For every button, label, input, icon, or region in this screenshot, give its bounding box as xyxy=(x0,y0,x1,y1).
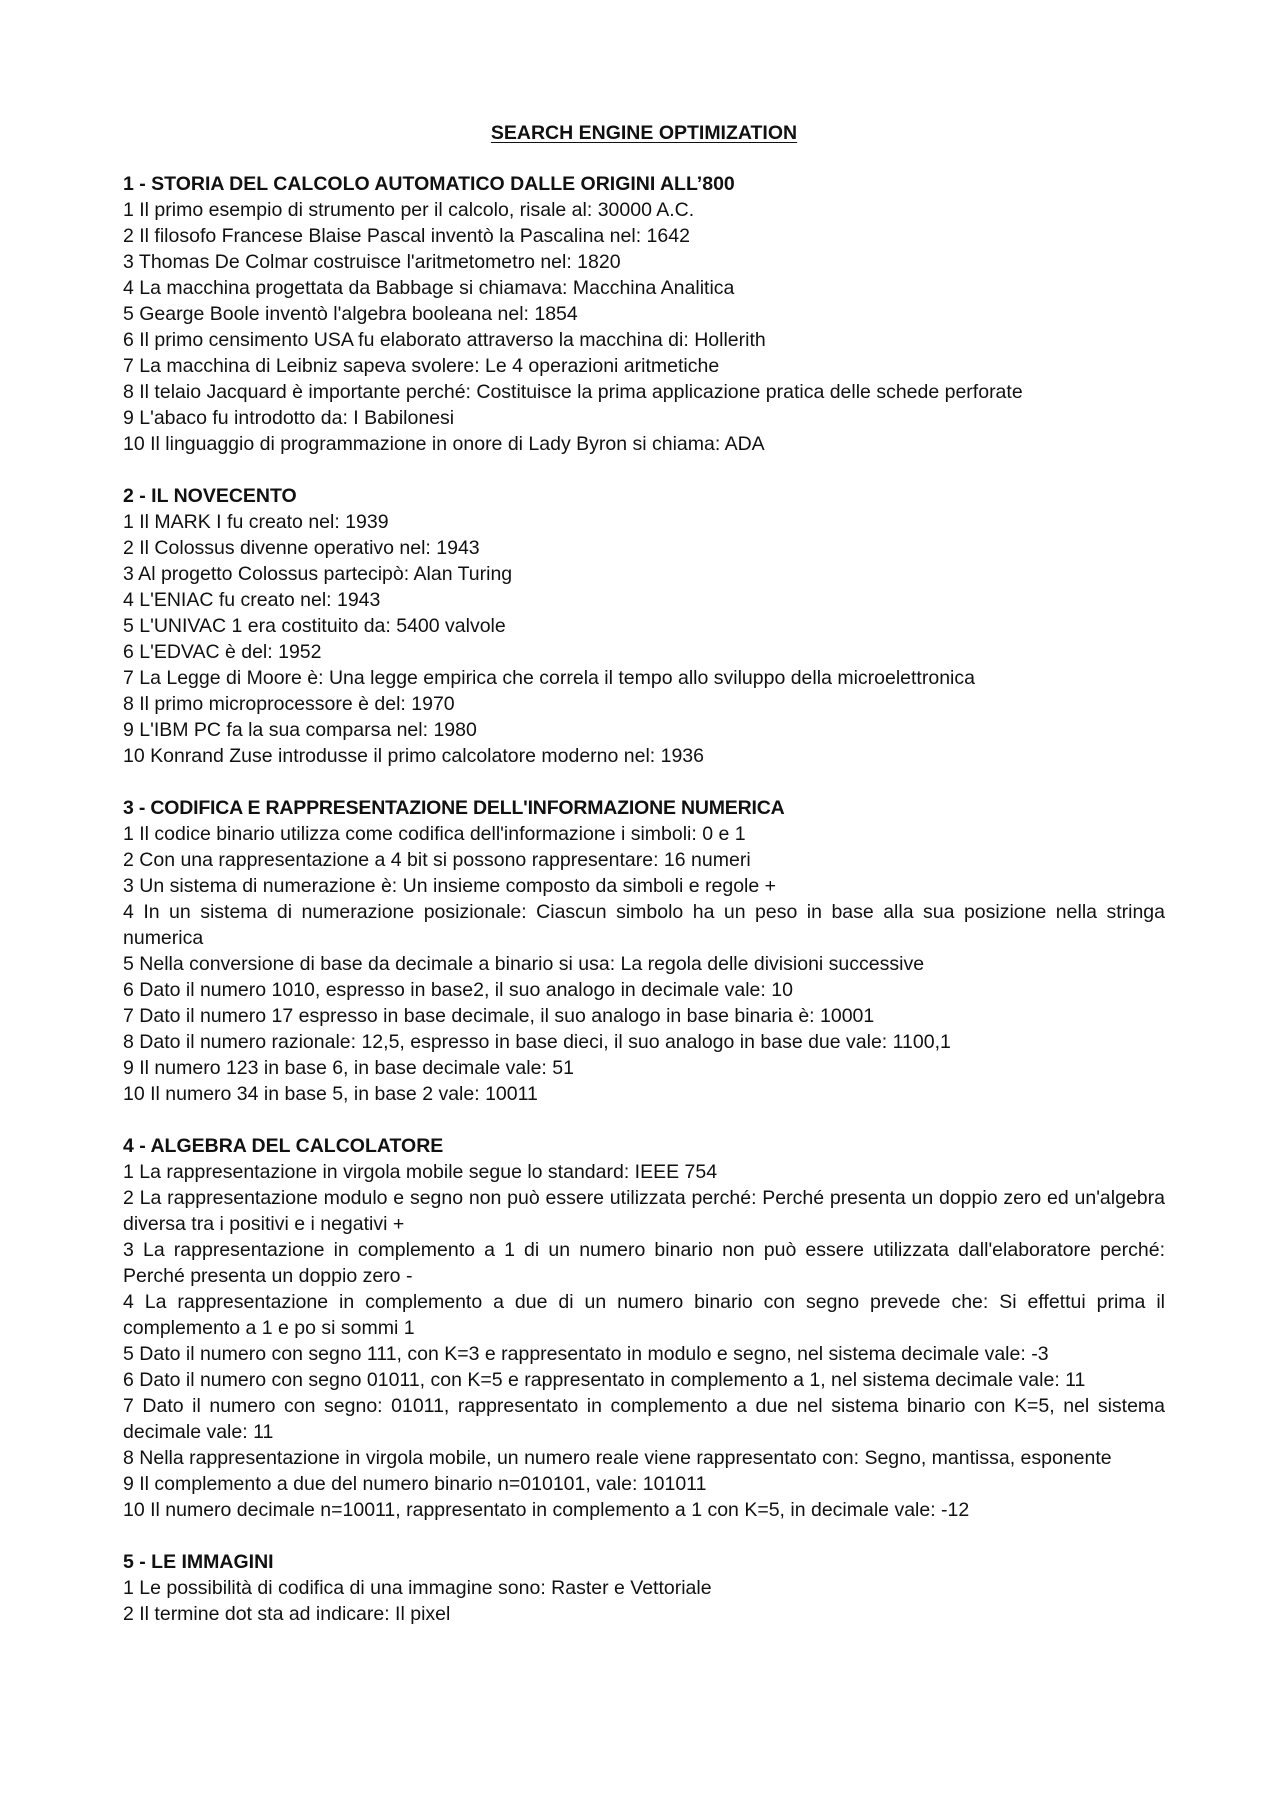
question-list xyxy=(123,821,1165,1107)
question-item: 4 L'ENIAC fu creato nel: 1943 xyxy=(123,589,381,611)
question-list xyxy=(123,509,1165,769)
question-item: 4 La rappresentazione in complemento a due di un numero binario con segno prevede che: Si effettui prima il complemento a 1 e po si sommi 1 xyxy=(123,1291,1165,1339)
question-item: 10 Il numero 34 in base 5, in base 2 vale: 10011 xyxy=(123,1083,538,1105)
question-item: 2 Il filosofo Francese Blaise Pascal inventò la Pascalina nel: 1642 xyxy=(123,225,690,247)
question-item: 5 Gearge Boole inventò l'algebra booleana nel: 1854 xyxy=(123,303,578,325)
question-item: 5 Nella conversione di base da decimale a binario si usa: La regola delle divisioni successive xyxy=(123,953,925,975)
section-immagini xyxy=(123,1549,1165,1627)
question-item: 9 Il complemento a due del numero binario n=010101, vale: 101011 xyxy=(123,1473,707,1495)
section-storia-calcolo xyxy=(123,171,1165,457)
question-item: 7 La Legge di Moore è: Una legge empirica che correla il tempo allo sviluppo della microelettronica xyxy=(123,667,975,689)
question-item: 1 Il codice binario utilizza come codifica dell'informazione i simboli: 0 e 1 xyxy=(123,823,746,845)
section-title: 2 - IL NOVECENTO xyxy=(123,485,297,507)
question-item: 8 Dato il numero razionale: 12,5, espresso in base dieci, il suo analogo in base due vale: 1100,1 xyxy=(123,1031,951,1053)
question-item: 8 Nella rappresentazione in virgola mobile, un numero reale viene rappresentato con: Segno, mantissa, esponente xyxy=(123,1447,1112,1469)
question-item: 6 Il primo censimento USA fu elaborato attraverso la macchina di: Hollerith xyxy=(123,329,766,351)
question-item: 1 Il primo esempio di strumento per il calcolo, risale al: 30000 A.C. xyxy=(123,199,695,221)
section-title: 4 - ALGEBRA DEL CALCOLATORE xyxy=(123,1135,444,1157)
question-item: 10 Konrand Zuse introdusse il primo calcolatore moderno nel: 1936 xyxy=(123,745,705,767)
question-item: 2 Il Colossus divenne operativo nel: 1943 xyxy=(123,537,480,559)
document-title: SEARCH ENGINE OPTIMIZATION xyxy=(490,122,798,144)
question-item: 10 Il linguaggio di programmazione in onore di Lady Byron si chiama: ADA xyxy=(123,433,765,455)
question-item: 4 La macchina progettata da Babbage si chiamava: Macchina Analitica xyxy=(123,277,735,299)
question-list xyxy=(123,1159,1165,1523)
section-novecento xyxy=(123,483,1165,769)
question-item: 9 L'abaco fu introdotto da: I Babilonesi xyxy=(123,407,455,429)
question-item: 2 Il termine dot sta ad indicare: Il pixel xyxy=(123,1603,451,1625)
question-item: 1 Il MARK I fu creato nel: 1939 xyxy=(123,511,389,533)
question-item: 6 L'EDVAC è del: 1952 xyxy=(123,641,322,663)
question-item: 1 Le possibilità di codifica di una immagine sono: Raster e Vettoriale xyxy=(123,1577,712,1599)
question-item: 6 Dato il numero 1010, espresso in base2, il suo analogo in decimale vale: 10 xyxy=(123,979,793,1001)
section-algebra xyxy=(123,1133,1165,1523)
question-item: 3 Thomas De Colmar costruisce l'aritmetometro nel: 1820 xyxy=(123,251,621,273)
question-item: 9 L'IBM PC fa la sua comparsa nel: 1980 xyxy=(123,719,477,741)
section-codifica xyxy=(123,795,1165,1107)
question-item: 10 Il numero decimale n=10011, rappresentato in complemento a 1 con K=5, in decimale vale: -12 xyxy=(123,1499,970,1521)
question-item: 9 Il numero 123 in base 6, in base decimale vale: 51 xyxy=(123,1057,574,1079)
question-item: 3 La rappresentazione in complemento a 1 di un numero binario non può essere utilizzata dall'elaboratore perché: Perché presenta un doppio zero - xyxy=(123,1239,1165,1287)
section-title: 5 - LE IMMAGINI xyxy=(123,1551,274,1573)
question-item: 2 Con una rappresentazione a 4 bit si possono rappresentare: 16 numeri xyxy=(123,849,751,871)
question-item: 5 Dato il numero con segno 111, con K=3 e rappresentato in modulo e segno, nel sistema decimale vale: -3 xyxy=(123,1343,1049,1365)
question-item: 8 Il primo microprocessore è del: 1970 xyxy=(123,693,455,715)
question-item: 7 Dato il numero con segno: 01011, rappresentato in complemento a due nel sistema binario con K=5, nel sistema decimale vale: 11 xyxy=(123,1395,1165,1443)
question-item: 2 La rappresentazione modulo e segno non può essere utilizzata perché: Perché presenta un doppio zero ed un'algebra diversa tra i positivi e i negativi + xyxy=(123,1187,1165,1235)
document-page xyxy=(123,120,1165,1653)
question-list xyxy=(123,1575,1165,1627)
question-item: 7 La macchina di Leibniz sapeva svolere: Le 4 operazioni aritmetiche xyxy=(123,355,720,377)
question-item: 3 Al progetto Colossus partecipò: Alan Turing xyxy=(123,563,513,585)
question-list xyxy=(123,197,1165,457)
question-item: 3 Un sistema di numerazione è: Un insieme composto da simboli e regole + xyxy=(123,875,777,897)
question-item: 6 Dato il numero con segno 01011, con K=5 e rappresentato in complemento a 1, nel sistema decimale vale: 11 xyxy=(123,1369,1086,1391)
question-item: 7 Dato il numero 17 espresso in base decimale, il suo analogo in base binaria è: 10001 xyxy=(123,1005,875,1027)
question-item: 1 La rappresentazione in virgola mobile segue lo standard: IEEE 754 xyxy=(123,1161,718,1183)
section-title: 3 - CODIFICA E RAPPRESENTAZIONE DELL'INFORMAZIONE NUMERICA xyxy=(123,797,785,819)
question-item: 5 L'UNIVAC 1 era costituito da: 5400 valvole xyxy=(123,615,506,637)
question-item: 8 Il telaio Jacquard è importante perché: Costituisce la prima applicazione pratica delle schede perforate xyxy=(123,381,1023,403)
section-title: 1 - STORIA DEL CALCOLO AUTOMATICO DALLE ORIGINI ALL’800 xyxy=(123,173,735,195)
question-item: 4 In un sistema di numerazione posizionale: Ciascun simbolo ha un peso in base alla sua posizione nella stringa numerica xyxy=(123,901,1165,949)
